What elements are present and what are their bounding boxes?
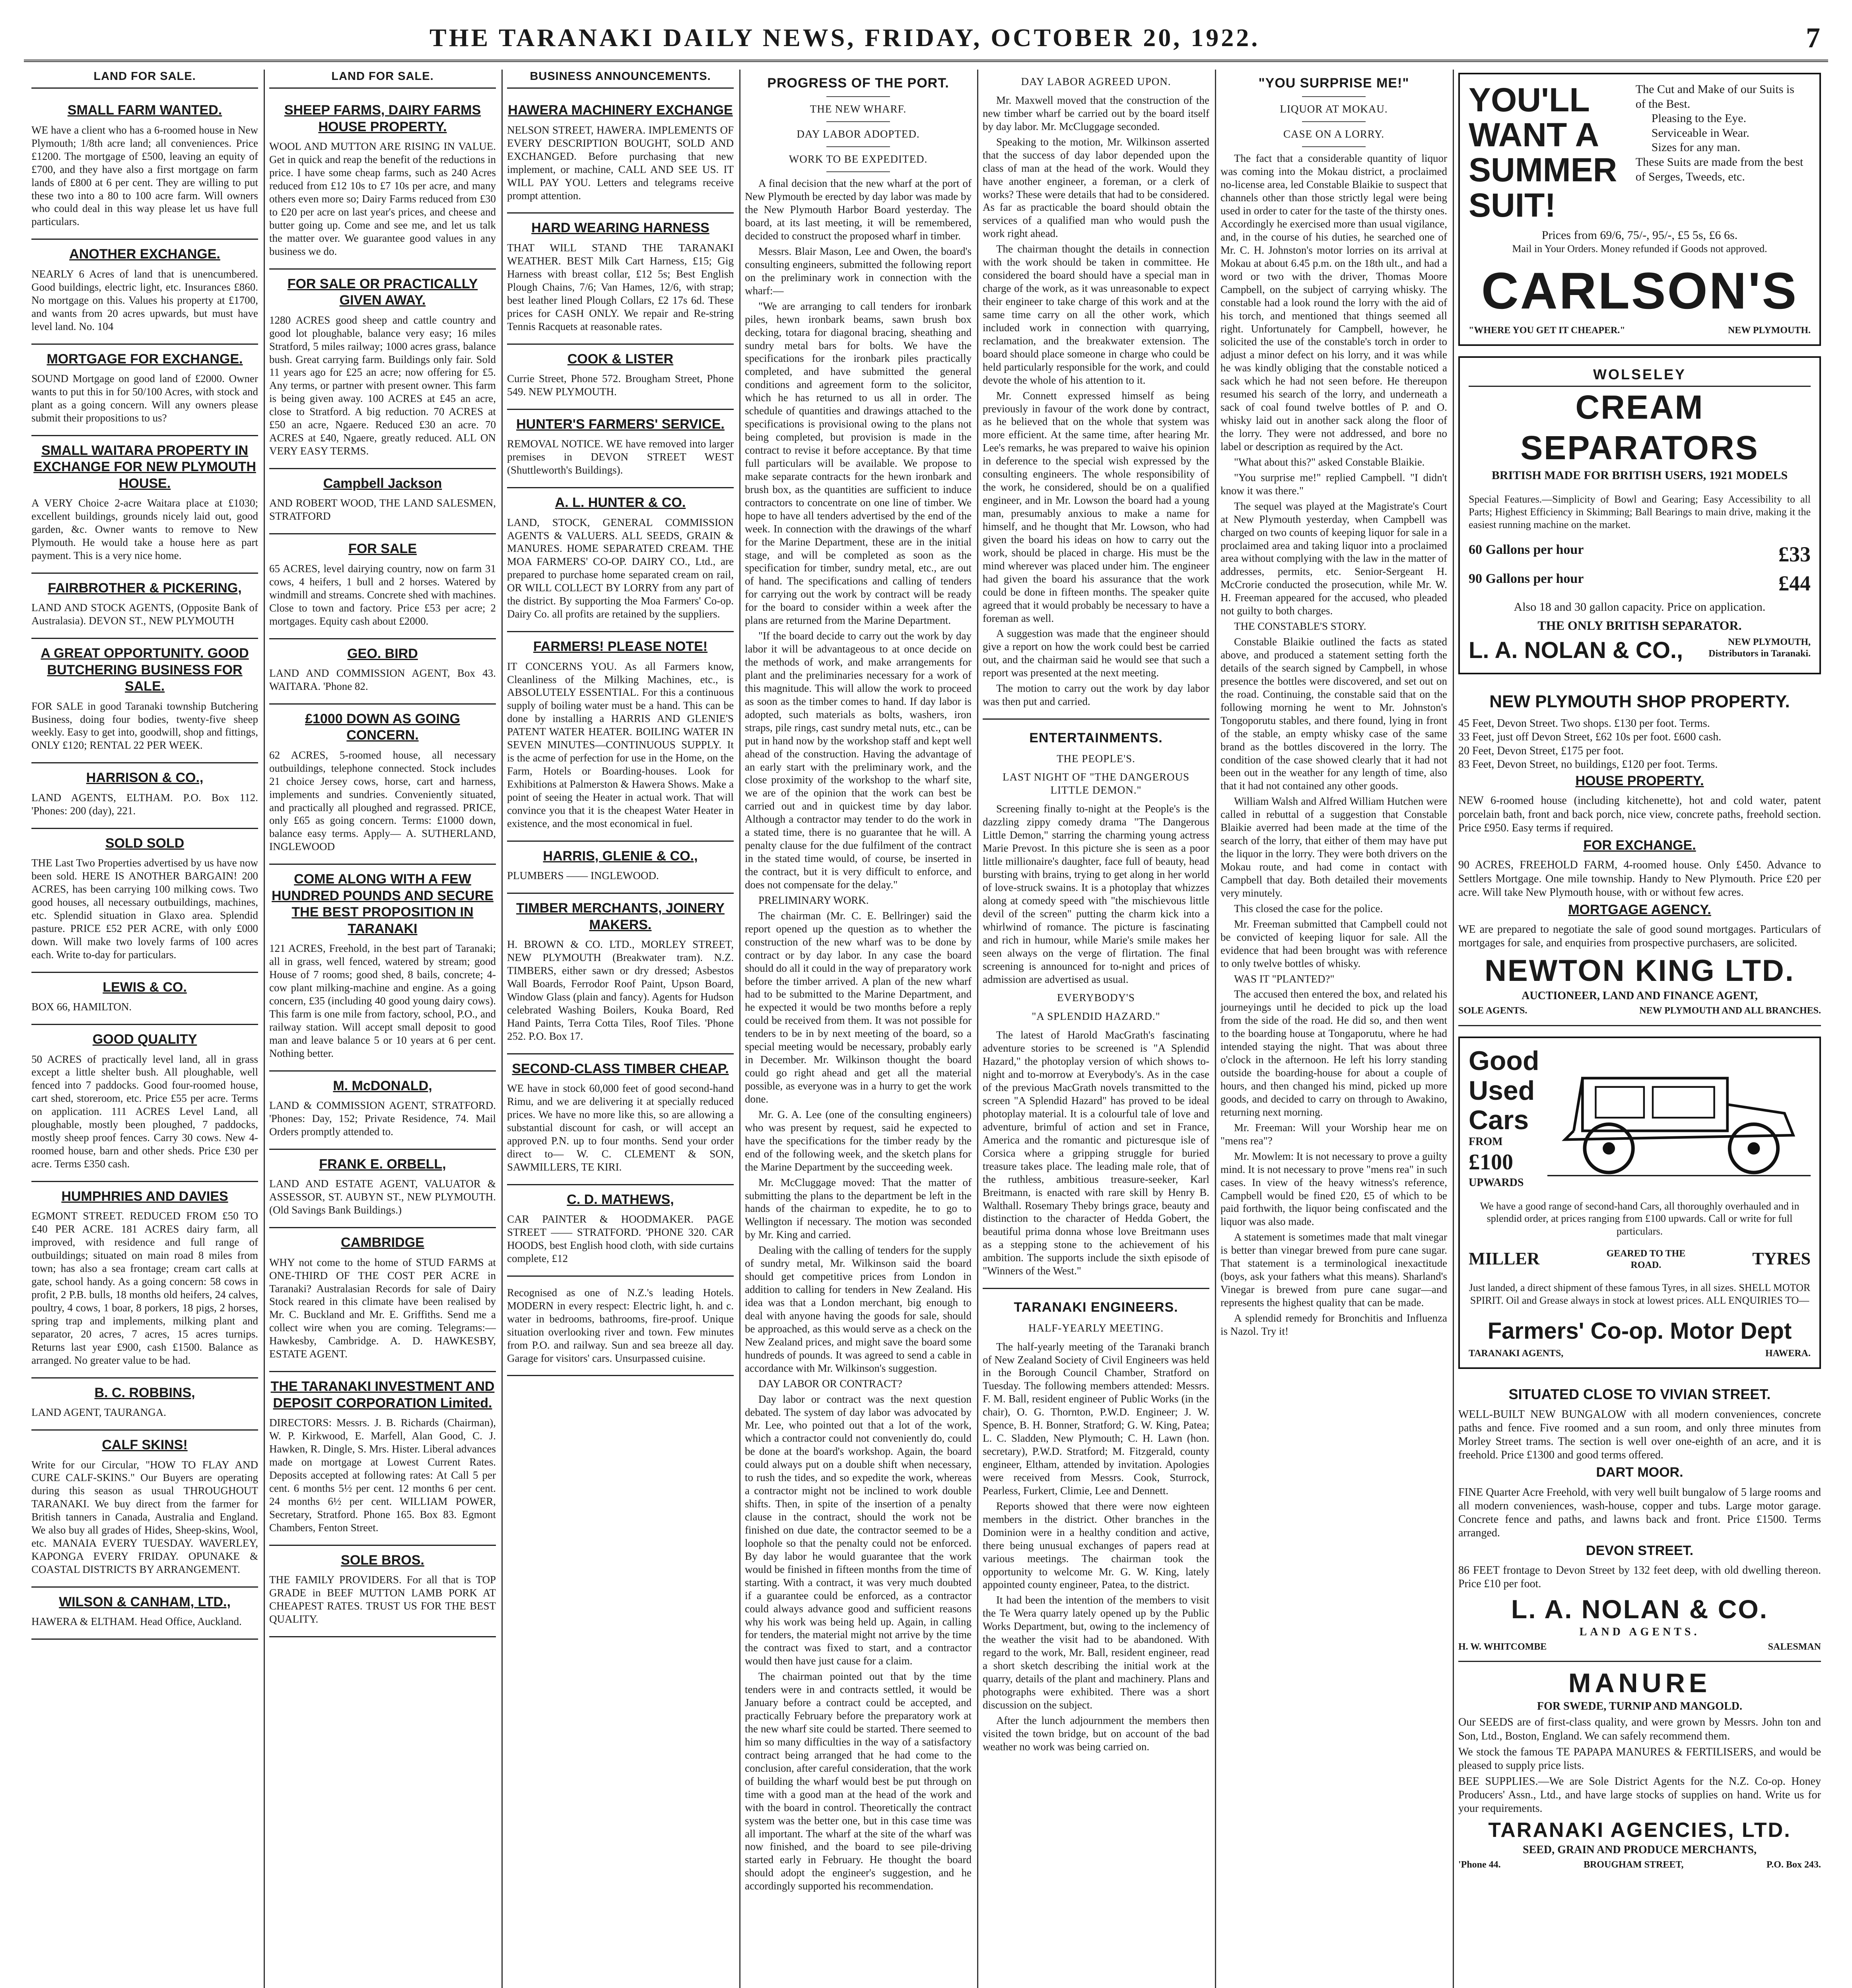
ad-brand: CARLSON'S — [1481, 262, 1798, 320]
classified-ads — [31, 96, 258, 1640]
article-paragraph: Speaking to the motion, Mr. Wilkinson asserted that the success of day labor depended upon the class of man at the head of the work. Would they have another engineer, a foreman, or a clerk of works? These were details that had to be considered. As far as practicable the board should obtain the services of a qualified man who would push the work right ahead. — [983, 136, 1209, 240]
ad-body: 121 ACRES, Freehold, in the best part of Taranaki; all in grass, well fenced, watered by stream; good House of 7 rooms; good shed, 8 bails, concrete; 4-cow plant milking-machine and engine. As a going concern, £35 (including 40 good young dairy cows). This farm is one mile from factory, school, P.O., and railway station. Will accept small deposit to good man and leave balance 5 or 10 years at 6 per cent. Nothing better. — [269, 942, 496, 1059]
classified-ad — [507, 1054, 734, 1185]
article-paragraph: The fact that a considerable quantity of liquor was coming into the Mokau district, a proclaimed no-license area, led Constable Blaikie to suspect that channels other than those strictly legal were being used in order to cater for the taste of the thirsty ones. Accordingly he exercised more than usual vigilance, and, in the course of his duties, he searched one of Mr. C. H. Johnston's motor lorries on its arrival at Mokau at about 6.45 p.m. on the 18th ult., and had a word or two with the driver, Thomas Moore Campbell, on the subject of carrying whisky. The constable had a look round the lorry with the aid of his torch, and mentioned that things seemed all right. Unfortunately for Campbell, however, he solicited the use of the constable's torch in order to adjust a minor defect on his lorry, and it was while he was kindly obliging that the constable noticed a sack which he had not seen before. He thereupon resumed his search of the lorry, and underneath a sack of coal found twelve bottles of P. and O. whisky laid out in another sack along the floor of the lorry. They were not addressed, and bore no label or description as required by the Act. — [1220, 152, 1447, 452]
article-paragraph: The sequel was played at the Magistrate's Court at New Plymouth yesterday, when Campbell was charged on two counts of keeping liquor for sale in a proclaimed area and taking liquor into a proclaimed area without complying with the law in the matter of addresses, permits, etc. Senior-Sergeant H. McCrorie conducted the prosecution, while Mr. W. H. Freeman appeared for the accused, who pleaded not guilty to both charges. — [1220, 500, 1447, 617]
ad-title: A. L. HUNTER & CO. — [555, 495, 686, 511]
ad-body: LAND AND ESTATE AGENT, VALUATOR & ASSESSOR, ST. AUBYN ST., NEW PLYMOUTH. (Old Savings Bank Buildings.) — [269, 1178, 496, 1216]
price-value: £33 — [1778, 542, 1811, 566]
ad-title: HUMPHRIES AND DAVIES — [61, 1188, 228, 1204]
classified-ad — [31, 574, 258, 639]
article-body — [745, 177, 972, 1893]
article-body — [983, 94, 1209, 708]
article-paragraph: The chairman pointed out that by the time tenders were in and contracts settled, it would be January before a contract could be accepted, and practically February before the preparatory work at the new wharf site could be started. There seemed to him so many difficulties in the way of a satisfactory contract being arranged that he had come to the conclusion, after careful consideration, that the work of building the wharf would best be put through on time with a good man at the head of the work and with the board in control. Theoretically the contract system was the better one, but in this case time was all important. The wharf at the site of the wharf was now finished, and the board to see pile-driving started early in February. He thought the board should adopt the engineer's suggestion, and he accordingly supported his recommendation. — [745, 1670, 972, 1892]
ad-firm: TARANAKI AGENCIES, LTD. — [1488, 1819, 1791, 1842]
ad-title: COME ALONG WITH A FEW HUNDRED POUNDS AND SECURE THE BEST PROPOSITION IN TARANAKI — [272, 872, 494, 936]
classified-ad — [31, 1588, 258, 1640]
article-paragraph: Mr. Freeman: Will your Worship hear me on "mens rea"? — [1220, 1121, 1447, 1147]
ad-body: LAND AND STOCK AGENTS, (Opposite Bank of Australasia). DEVON ST., NEW PLYMOUTH — [31, 602, 258, 627]
divider — [826, 171, 890, 172]
ad-firm-sub: SEED, GRAIN AND PRODUCE MERCHANTS, — [1522, 1843, 1757, 1856]
article-paragraph: A final decision that the new wharf at the port of New Plymouth be erected by day labor was made by the New Plymouth Harbor Board yesterday. The board, at its last meeting, it will be remembered, decided to construct the proposed wharf in timber. — [745, 177, 972, 242]
ad-headline: MANURE — [1568, 1668, 1711, 1699]
article-headline: "YOU SURPRISE ME!" — [1258, 76, 1409, 91]
column-land-for-sale-1 — [26, 70, 264, 1988]
ad-body: DIRECTORS: Messrs. J. B. Richards (Chairman), W. P. Kirkwood, E. Marfell, Alan Good, C. J. Hawken, R. Dingle, S. Mrs. Hister. Liberal advances made on mortgage at Lowest Current Rates. Deposits accepted at following rates: At Call 5 per cent. 6 months 5½ per cent. 12 months 6 per cent. 24 months 6½ per cent. WILLIAM POWER, Secretary, Stratford. Phone 165. Box 83. Egmont Chambers, Fenton Street. — [269, 1417, 496, 1534]
ad-foot-right: SALESMAN — [1768, 1641, 1821, 1652]
entertainment-sub: "A SPLENDID HAZARD." — [1032, 1010, 1160, 1023]
ad-firm: NEWTON KING LTD. — [1485, 953, 1795, 988]
ad-firm-sub: AUCTIONEER, LAND AND FINANCE AGENT, — [1522, 990, 1758, 1002]
ad-subhead: FOR EXCHANGE. — [1583, 837, 1696, 853]
ad-foot-left: SOLE AGENTS. — [1458, 1006, 1527, 1016]
classified-ads — [507, 96, 734, 1376]
article-subhead: CASE ON A LORRY. — [1283, 128, 1385, 140]
ad-body: NELSON STREET, HAWERA. IMPLEMENTS OF EVERY DESCRIPTION BOUGHT, SOLD AND EXCHANGED. Before purchasing that new implement, or machine, CALL AND SEE US. IT WILL PAY YOU. Letters and telegrams receive prompt attention. — [507, 124, 734, 202]
ad-line: 33 Feet, just off Devon Street, £62 10s per foot. £600 cash. — [1458, 731, 1722, 744]
ad-body: LAND AGENTS, ELTHAM. P.O. Box 112. 'Phones: 200 (day), 221. — [31, 791, 258, 817]
ad-line: 20 Feet, Devon Street, £175 per foot. — [1458, 744, 1624, 757]
classified-ad — [507, 345, 734, 410]
article-body — [1220, 152, 1447, 1338]
entertainment-title: EVERYBODY'S — [1057, 992, 1135, 1004]
ad-body: LAND, STOCK, GENERAL COMMISSION AGENTS & VALUERS. ALL SEEDS, GRAIN & MANURES. HOME SEPARATED CREAM. THE MOA FARMERS' CO-OP. DAIRY CO., Ltd., are prepared to purchase home separated cream on rail, OR WILL COLLECT BY LORRY from any part of the district. By supporting the Moa Farmers' Co-op. Dairy Co. all profits are retained by the suppliers. — [507, 516, 734, 620]
article-paragraph: Mr. Maxwell moved that the construction of the new timber wharf be carried out by the board itself by day labor. Mr. McCluggage seconded. — [983, 94, 1209, 132]
entertainments-headline: ENTERTAINMENTS. — [1029, 730, 1163, 746]
ad-price: £100 — [1469, 1150, 1513, 1175]
ad-line: The Cut and Make of our Suits is of the Best. — [1635, 83, 1794, 111]
article-paragraph: Reports showed that there were now eighteen members in the district. Other branches in the Dominion were in a healthy condition and active, there being unusual exchanges of papers read at various meetings. The chairman took the opportunity to welcome Mr. G. W. King, lately appointed county engineer, Patea, to the district. — [983, 1500, 1209, 1591]
article-paragraph: A statement is sometimes made that malt vinegar is better than vinegar brewed from pure cane sugar. That statement is a terminological inexactitude (boys, ask your fathers what this means). Sharland's Vinegar is brewed from pure cane sugar—and represents the highest quality that can be made. — [1220, 1231, 1447, 1309]
ad-body: EGMONT STREET. REDUCED FROM £50 TO £40 PER ACRE. 181 ACRES dairy farm, all improved, with residence and full range of outbuildings; situated on main road 8 miles from town; has also a sea frontage; cream cart calls at gate, school handy. As a going concern: 58 cows in profit, 2 P.B. bulls, 18 months old heifers, 24 calves, poultry, 4 cows, 1 boar, 8 porkers, 18 pigs, 2 horses, spring trap and implements, milking plant and separator, 20 acres, 7 acres, 15 acres turnips. Returns last year £900, cash £1500. Balance as arranged. No greater value to be had. — [31, 1210, 258, 1366]
ad-title: GEO. BIRD — [347, 646, 418, 661]
price-label: 90 Gallons per hour — [1469, 571, 1584, 586]
cars-heading-block — [1469, 1046, 1539, 1190]
engineers-subhead: HALF-YEARLY MEETING. — [1028, 1322, 1164, 1334]
article-subhead: WORK TO BE EXPEDITED. — [789, 153, 928, 165]
ad-body: A VERY Choice 2-acre Waitara place at £1030; excellent buildings, grounds nicely laid out, good garden, &c. Owner wants to remove to New Plymouth. He would take a house here as part payment. This is a very nice home. — [31, 497, 258, 561]
article-paragraph: WAS IT "PLANTED?" — [1234, 973, 1335, 985]
classified-ad — [269, 1546, 496, 1637]
ad-body: Our SEEDS are of first-class quality, and were grown by Messrs. John ton and Son, Ltd., Boston, England. We can safely recommend them. — [1458, 1716, 1821, 1742]
ad-title: TIMBER MERCHANTS, JOINERY MAKERS. — [516, 901, 725, 932]
entertainments-body — [983, 752, 1209, 1278]
classified-ad — [269, 705, 496, 865]
ad-foot-left: 'Phone 44. — [1458, 1860, 1501, 1870]
classified-ad — [507, 1185, 734, 1277]
article-subhead: DAY LABOR ADOPTED. — [797, 128, 920, 140]
ad-firm: L. A. NOLAN & CO. — [1511, 1594, 1768, 1624]
classified-ad — [269, 96, 496, 269]
ad-body: NEW 6-roomed house (including kitchenette), hot and cold water, patent porcelain bath, front and back porch, nice view, concrete paths, freehold section. Price £950. Easy terms if required. — [1458, 794, 1821, 834]
ad-title: C. D. MATHEWS, — [567, 1192, 674, 1207]
ad-town: NEW PLYMOUTH, Distributors in Taranaki. — [1708, 637, 1811, 659]
ad-title: WILSON & CANHAM, LTD., — [59, 1594, 231, 1609]
classified-ad — [31, 973, 258, 1025]
ad-headline: CREAM SEPARATORS — [1520, 388, 1759, 467]
ad-body: We stock the famous TE PAPAPA MANURES & FERTILISERS, and would be pleased to supply price lists. — [1458, 1745, 1821, 1772]
column-land-for-sale-2 — [264, 70, 501, 1988]
ad-title: FRANK E. ORBELL, — [319, 1156, 446, 1172]
ad-body: BEE SUPPLIES.—We are Sole District Agents for the N.Z. Co-op. Honey Producers' Assn., Ltd., and have large stocks of supplies on hand. Write us for your requirements. — [1458, 1775, 1821, 1815]
ad-body: LAND AGENT, TAURANGA. — [31, 1406, 166, 1419]
article-subhead: LIQUOR AT MOKAU. — [1280, 103, 1388, 115]
ad-foot-mid: BROUGHAM STREET, — [1583, 1860, 1684, 1870]
ad-title: MORTGAGE FOR EXCHANGE. — [47, 351, 243, 367]
ad-title: £1000 DOWN AS GOING CONCERN. — [305, 711, 460, 743]
page-number: 7 — [1806, 22, 1820, 54]
article-paragraph: DAY LABOR OR CONTRACT? — [758, 1377, 902, 1390]
ad-maker: WOLSELEY — [1469, 366, 1811, 387]
article-progress-of-the-port — [739, 70, 977, 1988]
classified-ad — [269, 1072, 496, 1150]
classified-ads — [269, 96, 496, 1637]
ad-body: LAND & COMMISSION AGENT, STRATFORD. 'Phones: Day, 152; Private Residence, 74. Mail Orders promptly attended to. — [269, 1099, 496, 1138]
article-paragraph: PRELIMINARY WORK. — [758, 894, 869, 906]
ad-footer — [1469, 325, 1811, 336]
ad-footer — [1469, 637, 1811, 665]
ad-foot-right: P.O. Box 243. — [1766, 1860, 1821, 1870]
ad-firm: Farmers' Co-op. Motor Dept — [1487, 1318, 1792, 1344]
divider — [826, 146, 890, 147]
ad-title: SMALL WAITARA PROPERTY IN EXCHANGE FOR NEW PLYMOUTH HOUSE. — [33, 443, 256, 491]
classified-ad — [507, 632, 734, 842]
article-paragraph: Mr. Freeman submitted that Campbell could not be convicted of keeping liquor for sale. All the evidence that had been brought was with reference to only twelve bottles of whisky. — [1220, 918, 1447, 969]
ad-title: A GREAT OPPORTUNITY. GOOD BUTCHERING BUSINESS FOR SALE. — [41, 646, 249, 694]
column-heading: BUSINESS ANNOUNCEMENTS. — [507, 70, 734, 89]
classified-ad — [269, 639, 496, 705]
article-paragraph: Mr. G. A. Lee (one of the consulting engineers) who was present by request, said he expected to have the specifications for the timber ready by the end of the following week, and the sketch plans for the Marine Department by the succeeding week. — [745, 1108, 972, 1173]
ad-wolseley-separators — [1458, 356, 1821, 674]
ad-body: LAND AND COMMISSION AGENT, Box 43. WAITARA. 'Phone 82. — [269, 667, 496, 692]
classified-ad — [507, 410, 734, 488]
ad-footer — [1458, 1005, 1821, 1017]
masthead — [24, 16, 1828, 62]
classified-ad — [269, 1228, 496, 1372]
article-paragraph: The chairman (Mr. C. E. Bellringer) said the report opened up the question as to whether the construction of the new wharf was to be done by contract or by day labor. In any case the board should do all it could in the way of preparatory work before the timber arrived. A plan of the new wharf had to be submitted to the Marine Department, and he expected it would be two months before a reply could be received from them. It was not possible for tenders to be in by next meeting of the board, so a special meeting would be necessary, probably early in December. Mr. Wilkinson thought the board could go right ahead and get all the material possible, as everyone was in a hurry to get the work done. — [745, 909, 972, 1105]
classified-ad — [31, 1431, 258, 1588]
classified-ad — [507, 842, 734, 894]
ad-foot-left: TARANAKI AGENTS, — [1469, 1348, 1564, 1359]
ad-note: Mail in Your Orders. Money refunded if Goods not approved. — [1512, 243, 1767, 255]
ad-body: WELL-BUILT NEW BUNGALOW with all modern conveniences, concrete paths and fence. Five roomed and a sun room, and only three minutes from Morley Street trams. The section is well over one-eighth of an acre, and it is freehold. Price £1300 and good terms offered. — [1458, 1408, 1821, 1462]
ad-body: NEARLY 6 Acres of land that is unencumbered. Good buildings, electric light, etc. Insurances £860. No mortgage on this. Values his property at £1700, and wants from 20 acres upwards, but must have level land. No. 104 — [31, 268, 258, 332]
article-continued — [977, 70, 1215, 1988]
article-paragraph: Constable Blaikie outlined the facts as stated above, and produced a statement setting forth the details of the search signed by Campbell, in whose presence the bottles were discovered, and set out on the road. Continuing, the constable said that on the following morning he went to Mr. Johnston's Tongoporutu stables, and there found, lying in front of the stable, an empty whisky case of the same brand as the bottles discovered in the lorry. The condition of the case showed clearly that it had not been out in the weather for any length of time, also that it had not contained any other goods. — [1220, 636, 1447, 792]
article-paragraph: Day labor or contract was the next question debated. The system of day labor was advocated by Mr. Lee, who pointed out that a lot of the work, which a contractor could not conveniently do, could be done at the board's workshop. Again, the board could always put on a double shift when necessary, to rush the tides, and so expedite the work, whereas a contractor might not be inclined to work double shifts. Then, in spite of the insertion of a penalty clause in the contract, should the work not be finished on due date, the contractor seemed to be a loophole so that the penalty could not be enforced. By day labor he would guarantee that the work would be finished in fifteen months from the time of starting. With a contract, it was very much doubted if a guarantee could be enforced, as a contractor could always advance good and sufficient reasons why his work was being held up. Again, in calling for tenders, the material might not arrive by the time the contract was fixed to start, and a contractor would then have just cause for a claim. — [745, 1393, 972, 1667]
article-headline: PROGRESS OF THE PORT. — [767, 76, 949, 91]
article-paragraph: It had been the intention of the members to visit the Te Wera quarry lately opened up by the Public Works Department, but, owing to the inclemency of the weather the visit had to be abandoned. With regard to the work, Mr. Ball, resident engineer, read a short sketch describing the initial work at the quarry, details of the plant and machinery. Plans and photographs were exhibited. There was a short discussion on the subject. — [983, 1594, 1209, 1711]
ad-title: HUNTER'S FARMERS' SERVICE. — [516, 416, 725, 432]
ad-title: COOK & LISTER — [567, 351, 674, 367]
ad-title: SMALL FARM WANTED. — [67, 103, 222, 118]
ad-title: CALF SKINS! — [102, 1437, 188, 1453]
article-paragraph: "If the board decide to carry out the work by day labor it will be advantageous to at once decide on the methods of work, and make arrangements for plant and the preliminaries necessary for a work of this magnitude. This will allow the work to proceed as soon as the timber comes to hand. If day labor is adopted, such materials as bolts, washers, iron straps, pile rings, cast sundry metal nuts, etc., can be put in hand now by the workshop staff and kept well ahead of the construction. Having the advantage of an early start with the preliminary work, and the close proximity of the workshop to the wharf site, we are of the opinion that the work can best be carried out and in quickest time by day labor. Although a contractor may tender to do the work in a stated time, there is no guarantee that he will. A penalty clause for the due fulfilment of the contract in the stated time would, of course, be inserted in the contract, but it is very difficult to enforce, and does not compensate for the delay." — [745, 630, 972, 891]
classified-ad — [269, 469, 496, 534]
article-paragraph: Mr. McCluggage moved: That the matter of submitting the plans to the department be left in the hands of the chairman to expedite, he to go to Wellington if necessary. The motion was seconded by Mr. King and carried. — [745, 1176, 972, 1241]
ad-line: Pleasing to the Eye. — [1651, 112, 1747, 125]
classified-ad — [31, 1182, 258, 1378]
ad-headline: NEW PLYMOUTH SHOP PROPERTY. — [1489, 691, 1790, 711]
ad-foot-left: H. W. WHITCOMBE — [1458, 1641, 1547, 1652]
column-display-ads — [1453, 70, 1827, 1988]
divider — [826, 96, 890, 97]
ad-body: H. BROWN & CO. LTD., MORLEY STREET, NEW PLYMOUTH (Breakwater tram). N.Z. TIMBERS, either sawn or dry dressed; Asbestos Wall Boards, Ferrodor Roof Paint, Upson Board, Window Glass (plain and fancy). Agents for Hudson celebrated Washing Boilers, Kouka Board, Red Hand Paints, Terra Cotta Tiles, Roof Tiles. 'Phone 252. P.O. Box 17. — [507, 938, 734, 1042]
ad-title: SECOND-CLASS TIMBER CHEAP. — [512, 1061, 729, 1076]
classified-ad — [269, 1372, 496, 1545]
ad-body: HAWERA & ELTHAM. Head Office, Auckland. — [31, 1615, 242, 1628]
ad-body: Recognised as one of N.Z.'s leading Hotels. MODERN in every respect: Electric light, h. and c. water in bedrooms, bathrooms, fire-proof. Unique situation overlooking river and town. Few minutes from P.O. and railway. Sun and sea breeze all day. Garage for visitors' cars. Unsurpassed cuisine. — [507, 1286, 734, 1364]
ad-note: THE ONLY BRITISH SEPARATOR. — [1537, 618, 1742, 633]
ad-title: SHEEP FARMS, DAIRY FARMS HOUSE PROPERTY. — [284, 103, 481, 134]
masthead-title: THE TARANAKI DAILY NEWS, FRIDAY, OCTOBER 20, 1922. — [429, 23, 1260, 52]
article-paragraph: "You surprise me!" replied Campbell. "I didn't know it was there." — [1220, 471, 1447, 497]
classified-ad — [31, 639, 258, 763]
ad-body: WE have in stock 60,000 feet of good second-hand Rimu, and we are delivering it at specially reduced prices. We have no more like this, so are allowing a substantial discount for cash, or will accept an approved P.N. up to four months. Send your order direct to— W. C. CLEMENT & SON, SAWMILLERS, TE KIRI. — [507, 1082, 734, 1173]
ad-note: FROM — [1469, 1136, 1503, 1148]
ad-foot-right: NEW PLYMOUTH AND ALL BRANCHES. — [1639, 1006, 1821, 1016]
divider — [983, 718, 1209, 720]
vintage-car-illustration — [1547, 1050, 1811, 1185]
column-heading: LAND FOR SALE. — [31, 70, 258, 89]
cars-top — [1469, 1046, 1811, 1190]
ad-subhead: BRITISH MADE FOR BRITISH USERS, 1921 MODELS — [1491, 468, 1788, 482]
ad-body: 90 ACRES, FREEHOLD FARM, 4-roomed house. Only £450. Advance to Settlers Mortgage. One mile township. Handy to New Plymouth. Price £20 per acre. Will take New Plymouth house, with or without few acres. — [1458, 859, 1821, 899]
ad-title: LEWIS & CO. — [103, 979, 187, 995]
ad-body: 86 FEET frontage to Devon Street by 132 feet deep, with old dwelling thereon. Price £10 per foot. — [1458, 1564, 1821, 1590]
ad-tagline: "WHERE YOU GET IT CHEAPER." — [1469, 325, 1625, 336]
ad-agent: L. A. NOLAN & CO., — [1469, 637, 1683, 663]
ad-title: M. McDONALD, — [333, 1078, 432, 1093]
article-paragraph: "What about this?" asked Constable Blaikie. — [1234, 456, 1425, 468]
ad-line: These Suits are made from the best of Serges, Tweeds, etc. — [1635, 155, 1803, 183]
ad-title: FOR SALE OR PRACTICALLY GIVEN AWAY. — [287, 276, 478, 308]
ad-line: 45 Feet, Devon Street. Two shops. £130 per foot. Terms. — [1458, 717, 1710, 730]
column-business-announcements — [501, 70, 739, 1988]
ad-title: SOLE BROS. — [341, 1552, 424, 1568]
classified-ad — [31, 345, 258, 436]
ad-body: Write for our Circular, "HOW TO FLAY AND CURE CALF-SKINS." Our Buyers are operating during this season as usual THROUGHOUT TARANAKI. We buy direct from the farmer for British tanners in Canada, Australia and England. We also buy all grades of Hides, Sheep-skins, Wool, etc. MANAIA EVERY TUESDAY. WAVERLEY, KAPONGA EVERY FRIDAY. OPUNAKE & COASTAL DISTRICTS BY ARRANGEMENT. — [31, 1458, 258, 1576]
ad-body: We have a good range of second-hand Cars, all thoroughly overhauled and in splendid order, at prices ranging from £100 upwards. Call or write for full particulars. — [1480, 1200, 1800, 1237]
price-line — [1469, 542, 1811, 568]
ad-body: 65 ACRES, level dairying country, now on farm 31 cows, 4 heifers, 1 bull and 2 horses. Watered by windmill and streams. Concrete shed with machines. Close to town and factory. Price £53 per acre; 2 mortgages. Equity cash about £2000. — [269, 562, 496, 627]
ad-headline: SITUATED CLOSE TO VIVIAN STREET. — [1508, 1386, 1771, 1402]
ad-title: GOOD QUALITY — [92, 1032, 197, 1047]
ad-body: AND ROBERT WOOD, THE LAND SALESMEN, STRATFORD — [269, 497, 496, 522]
ad-body: SOUND Mortgage on good land of £2000. Owner wants to put this in for 50/100 Acres, with stock and plant as a going concern. Will any owners please submit their propositions to us? — [31, 372, 258, 424]
ad-body: FOR SALE in good Taranaki township Butchering Business, doing four bodies, twenty-five sheep weekly. Easy to get into, goodwill, shop and fittings, ONLY £120; RENTAL 22 PER WEEK. — [31, 700, 258, 751]
article-paragraph: The chairman thought the details in connection with the work should be taken in committee. He considered the board should have a special man in charge of the work, as it was unreasonable to expect their engineer to take charge of this work and at the same time carry on all the other work, which included work in connection with quarrying, reclamation, and the breakwater extension. The board should place someone in charge who could be held particularly responsible for the work, and could devote the whole of his attention to it. — [983, 243, 1209, 386]
ad-body: PLUMBERS —— INGLEWOOD. — [507, 870, 659, 882]
ad-title: HAWERA MACHINERY EXCHANGE — [508, 103, 733, 118]
column-heading: LAND FOR SALE. — [269, 70, 496, 89]
ad-feature-list — [1636, 82, 1807, 184]
ad-body: IT CONCERNS YOU. As all Farmers know, Cleanliness of the Milking Machines, etc., is ABSOLUTELY ESSENTIAL. For this a continuous supply of boiling water must be a hand. This can be done by installing a HARRIS AND GLENIE'S PATENT WATER HEATER. BOILING WATER IN SEVEN MINUTES—CONTINUOUS SUPPLY. It is the acme of perfection for use in the Home, on the Farm, Hotels or Boarding-houses. Look for Exhibitions at Palmerston & Hawera Shows. Make a point of seeing the Heater in actual work. That will convince you that it is the cheapest Water Heater in existence, and the most economical in fuel. — [507, 660, 734, 829]
ad-manure — [1458, 1662, 1821, 1879]
ad-body: THAT WILL STAND THE TARANAKI WEATHER. BEST Milk Cart Harness, £15; Gig Harness with breast collar, £12 5s; Best English Plough Chains, 7/6; Van Hames, 12/6, with strap; best leather lined Plough Collars, £2 17s 6d. These prices for CASH ONLY. We repair and Re-string Tennis Racquets at reasonable rates. — [507, 241, 734, 332]
ad-vivian-street — [1458, 1379, 1821, 1662]
classified-ad — [507, 488, 734, 632]
ad-body: FINE Quarter Acre Freehold, with very well built bungalow of 5 large rooms and all modern conveniences, wash-house, copper and tubs. Large motor garage. Concrete fence and paths, and lawns back and front. Price £1500. Terms arranged. — [1458, 1486, 1821, 1540]
ad-foot-right: HAWERA. — [1765, 1348, 1811, 1359]
ad-body: THE FAMILY PROVIDERS. For all that is TOP GRADE in BEEF MUTTON LAMB PORK AT CHEAPEST RATES. TRUST US FOR THE BEST QUALITY. — [269, 1573, 496, 1625]
classified-ad — [31, 96, 258, 240]
article-paragraph: After the lunch adjournment the members then visited the town bridge, but on account of the bad weather no work was being carried on. — [983, 1714, 1209, 1753]
classified-ad — [31, 1025, 258, 1182]
article-paragraph: This closed the case for the police. — [1234, 902, 1383, 914]
ad-title: Campbell Jackson — [323, 476, 442, 491]
divider — [1302, 146, 1366, 147]
ad-note: UPWARDS — [1469, 1176, 1524, 1189]
ad-title: FARMERS! PLEASE NOTE! — [533, 639, 708, 654]
ad-body: WE have a client who has a 6-roomed house in New Plymouth; 1/8th acre land; all conveniences. Price £1200. The mortgage of £500, leaving an equity of £700, and they have also a first mortgage on farm lands of £800 at 6 per cent. They are willing to put these two into a 80 to 100 acre farm. Will owners who could deal in this way please let us have full particulars. — [31, 124, 258, 228]
divider — [826, 121, 890, 122]
entertainment-title: THE PEOPLE'S. — [1057, 752, 1135, 765]
article-paragraph: A suggestion was made that the engineer should give a report on how the work could best be carried out, and the chairman said he would see that such a report was presented at the next meeting. — [983, 627, 1209, 679]
engineers-body — [983, 1340, 1209, 1753]
ad-carlsons-summer-suit — [1458, 73, 1821, 346]
ad-title: FAIRBROTHER & PICKERING, — [48, 580, 242, 596]
classified-ad — [269, 1150, 496, 1228]
ad-used-cars — [1458, 1037, 1821, 1369]
article-paragraph: Dealing with the calling of tenders for the supply of sundry metal, Mr. Wilkinson said the board should get competitive prices from London in addition to calling for tenders in New Zealand. His idea was that a London merchant, big enough to deal with anyone having the goods for sale, should be approached, as this would serve as a check on the New Zealand prices, and might save the board some hundreds of pounds. It was agreed to send a cable in accordance with Mr. Wilkinson's suggestion. — [745, 1244, 972, 1374]
ad-title: HARRIS, GLENIE & CO., — [543, 848, 698, 864]
article-subhead: DAY LABOR AGREED UPON. — [1021, 76, 1171, 87]
divider — [1302, 121, 1366, 122]
classified-ad — [31, 240, 258, 344]
ad-title: SOLD SOLD — [105, 835, 185, 851]
tyre-brand: MILLER — [1469, 1248, 1540, 1268]
ad-title: B. C. ROBBINS, — [94, 1385, 195, 1400]
article-paragraph: "We are arranging to call tenders for ironbark piles, hewn ironbark beams, sawn brush box decking, totara for diagonal bracing, sheathing and sundry metal bars for bolts. We have the specifications for the ironbark piles practically completed, and have submitted the general conditions and agreement form to the solicitor, which he has returned to us all in order. The schedule of quantities and drawings attached to the specifications is provisional owing to the plans not being completed, but provision is made in the contract to revise it before acceptance. By that time full particulars will be available. We propose to make separate contracts for the hewn ironbark and brush box, as the quantities are sufficient to induce contractors to concentrate on one line of timber. We hope to have all tenders advertised by the end of the week. In connection with the drawings of the wharf for the Marine Department, these are in the initial stage, and will be completed as soon as the specification for timber, sundry metal, etc., are out of hand. The specifications and calling of tenders for carrying out the work by contract will be ready for the board to consider within a week after the plans are returned from the Marine Department. — [745, 300, 972, 627]
divider — [983, 1288, 1209, 1289]
price-value: £44 — [1778, 571, 1811, 596]
article-paragraph: Messrs. Blair Mason, Lee and Owen, the board's consulting engineers, submitted the following report on the preliminary work in connection with the wharf:— — [745, 245, 972, 297]
ad-subhead: MORTGAGE AGENCY. — [1568, 902, 1711, 917]
ad-firm-sub: LAND AGENTS. — [1579, 1625, 1700, 1638]
ad-body: Just landed, a direct shipment of these famous Tyres, in all sizes. SHELL MOTOR SPIRIT. Oil and Grease always in stock at lowest prices. ALL ENQUIRIES TO— — [1469, 1282, 1811, 1307]
ad-footer — [1458, 1641, 1821, 1653]
ad-headline: Good Used Cars — [1469, 1045, 1539, 1136]
ad-title: CAMBRIDGE — [341, 1235, 424, 1250]
ad-note: Also 18 and 30 gallon capacity. Price on application. — [1514, 600, 1766, 614]
ad-body: 50 ACRES of practically level land, all in grass except a little shelter bush. All ploughable, well fenced into 7 paddocks. Good four-roomed house, cart shed, storeroom, etc. Price £55 per acre. Terms on application. 111 ACRES Level Land, all ploughable, mostly been ploughed, 7 paddocks, mostly sheep proof fences. Carry 30 cows. New 4-roomed house, barn and other sheds. Price £30 per acre. Terms £350 cash. — [31, 1053, 258, 1170]
article-paragraph: William Walsh and Alfred William Hutchen were called in rebuttal of a suggestion that Constable Blaikie averred had been made at the time of the search of the lorry, that either of them may have put the liquor in the lorry. They were both drivers on the Mokau route, and had come in contact with Campbell that day. Both detailed their movements very minutely. — [1220, 795, 1447, 899]
ad-headline: YOU'LL WANT A SUMMER SUIT! — [1469, 81, 1617, 224]
article-paragraph: THE CONSTABLE'S STORY. — [1234, 620, 1366, 633]
ad-title: HARD WEARING HARNESS — [531, 220, 709, 236]
ad-subhead: FOR SWEDE, TURNIP AND MANGOLD. — [1537, 1700, 1742, 1713]
ad-line: 83 Feet, Devon Street, no buildings, £120 per foot. Terms. — [1458, 758, 1718, 771]
tyre-word: TYRES — [1752, 1248, 1811, 1268]
price-label: 60 Gallons per hour — [1469, 542, 1584, 557]
ad-title: HARRISON & CO., — [86, 770, 204, 786]
ad-body: REMOVAL NOTICE. WE have removed into larger premises in DEVON STREET WEST (Shuttleworth's Buildings). — [507, 438, 734, 476]
entertainment-body: Screening finally to-night at the People's is the dazzling zippy comedy drama "The Dangerous Little Demon," starring the charming young actress Marie Prevost. In this picture she is seen as a poor little millionaire's daughter, face full of beauty, head bursting with brains, trying to get along in her world of love-struck swains. It is a photoplay that whizzes along at comedy speed with "the mischievous little devil of the screen" putting the charm kick into a whirlwind of romance. The picture is fascinating and rich in humour, while Marie's smile makes her seen always on the verge of flirtation. The final screening is announced for to-night and prices of admission are advertised as usual. — [983, 803, 1209, 985]
classified-ad — [269, 534, 496, 639]
classified-ad — [31, 829, 258, 973]
ad-town: NEW PLYMOUTH. — [1728, 325, 1811, 336]
article-subhead: THE NEW WHARF. — [810, 103, 907, 115]
ad-title: THE TARANAKI INVESTMENT AND DEPOSIT CORPORATION Limited. — [270, 1379, 495, 1411]
engineers-headline: TARANAKI ENGINEERS. — [1014, 1300, 1178, 1315]
ad-body: CAR PAINTER & HOODMAKER. PAGE STREET —— STRATFORD. 'PHONE 320. CAR HOODS, best English hood cloth, with side curtains complete, £12 — [507, 1213, 734, 1264]
ad-body: Special Features.—Simplicity of Bowl and Gearing; Easy Accessibility to all Parts; Highest Efficiency in Skimming; Ball Bearings to main drive, making it the easiest running machine on the market. — [1469, 493, 1811, 530]
ad-body: WOOL AND MUTTON ARE RISING IN VALUE. Get in quick and reap the benefit of the reductions in price. I have some cheap farms, such as 240 Acres reduced from £12 10s to £7 10s per acre, and many others even more so; Dairy Farms reduced from £30 to £20 per acre on last year's prices, and cheese and butter going up. Come and see me, and let us talk the matter over. We guarantee good values in any business we do. — [269, 140, 496, 257]
ad-title: FOR SALE — [348, 541, 417, 557]
divider — [1302, 96, 1366, 97]
entertainment-body: The latest of Harold MacGrath's fascinating adventure stories to be screened is "A Splendid Hazard," the photoplay version of which shows to-night and to-morrow at Everybody's. As in the case of the previous MacGrath novels transmitted to the screen "A Splendid Hazard" has proved to be ideal photoplay material. It is a colourful tale of love and adventure, brimful of action and set in France, America and the romantic and picturesque isle of Corsica where a gripping struggle for buried treasure takes place. The leading male role, that of the ruthless, ambitious treasure-seeker, Karl Breitmann, is enacted with rare skill by Henry B. Walthall. Rosemary Theby brings grace, beauty and distinction to the character of Hedda Gobert, the beautiful prima donna whose love Breitmann uses as a stepping stone to the achievement of his ambition. The supports include the sixth episode of "Winners of the West." — [983, 1029, 1209, 1277]
classified-ad — [507, 214, 734, 344]
article-paragraph: A splendid remedy for Bronchitis and Influenza is Nazol. Try it! — [1220, 1312, 1447, 1337]
price-line — [1469, 571, 1811, 597]
ad-body: BOX 66, HAMILTON. — [31, 1001, 132, 1013]
entertainment-sub: LAST NIGHT OF "THE DANGEROUS LITTLE DEMON." — [1002, 771, 1190, 796]
classified-ad — [31, 1378, 258, 1431]
ad-body: 62 ACRES, 5-roomed house, all necessary outbuildings, telephone connected. Stock includes 21 choice Jersey cows, horse, cart and harness, implements and sundries. Conveniently situated, and practically all ploughed and regrassed. PRICE, only £65 as going concern. Terms: £1000 down, balance easy terms. Apply— A. SUTHERLAND, INGLEWOOD — [269, 749, 496, 853]
ad-body: Currie Street, Phone 572. Brougham Street, Phone 549. NEW PLYMOUTH. — [507, 372, 734, 398]
ad-body: WHY not come to the home of STUD FARMS at ONE-THIRD OF THE COST PER ACRE in Taranaki? Australasian Records for sale of Dairy Stock reared in this climate have been realised by Mr. C. Buckland and Mr. E. Griffiths. Send me a collect wire when you are coming. Telegrams:— Hawkesby, Cambridge. A. D. HAWKESBY, ESTATE AGENT. — [269, 1256, 496, 1360]
article-paragraph: Mr. Mowlem: It is not necessary to prove a guilty mind. It is not necessary to prove "mens rea" in such cases. In view of the heavy witness's reference, Campbell would be fined £20, £5 of which to be paid forthwith, the liquor being confiscated and the liquor was also made. — [1220, 1150, 1447, 1228]
classified-ad — [269, 865, 496, 1071]
ad-subhead: HOUSE PROPERTY. — [1575, 773, 1704, 788]
article-you-surprise-me — [1215, 70, 1453, 1988]
classified-ad — [507, 894, 734, 1054]
ad-prices: Prices from 69/6, 75/-, 95/-, £5 5s, £6 6s. — [1541, 228, 1738, 242]
classified-ad — [507, 1277, 734, 1376]
ad-line: Sizes for any man. — [1651, 141, 1741, 154]
tyre-slogan: GEARED TO THE ROAD. — [1606, 1248, 1686, 1271]
ad-body: 1280 ACRES good sheep and cattle country and good lot ploughable, balance very easy; 16 miles Stratford, 5 miles railway; 1000 acres grass, balance bush. Great carrying farm. Buildings only fair. Sold 11 years ago for £25 an acre; now offering for £5. Any terms, or partner with present owner. This farm is being given away. 100 ACRES at £45 an acre, close to Stratford. A big reduction. 70 ACRES at £50 an acre, Ngaere. Reduced £30 an acre. 70 ACRES at £40, Ngaere, greatly reduced. ALL ON VERY EASY TERMS. — [269, 314, 496, 457]
ad-footer — [1458, 1859, 1821, 1871]
classified-ad — [507, 96, 734, 214]
classified-ad — [31, 763, 258, 829]
ad-body: THE Last Two Properties advertised by us have now been sold. HERE IS ANOTHER BARGAIN! 200 ACRES, has been carrying 100 milking cows. Two good houses, all necessary outbuildings, machines, etc. Splendid situation in Glaxo area. Splendid pasture. PRICE £52 PER ACRE, with only £000 down. Will make two lovely farms of 100 acres each. Write to-day for particulars. — [31, 857, 258, 961]
article-paragraph: The accused then entered the box, and related his journeyings until he decided to pick up the load from the side of the road. He did so, and then went to the boarding house at Tongaporutu, where he had intended staying the night. That was about three o'clock in the afternoon. He left his lorry standing outside the boarding-house for about a couple of hours, and then changed his mind, picked up more goods, and decided to carry on through to Awakino, returning next morning. — [1220, 988, 1447, 1118]
ad-line: Serviceable in Wear. — [1651, 126, 1749, 140]
classified-ad — [269, 270, 496, 469]
article-paragraph: The half-yearly meeting of the Taranaki branch of New Zealand Society of Civil Engineers was held in the Borough Council Chamber, Stratford on Tuesday. The following members attended: Messrs. F. M. Ball, resident engineer of Public Works (in the chair), O. G. Thornton, P.W.D. Engineer; J. W. Spence, B. H. Bonner, Stratford; G. W. King, Patea; L. C. Sladden, New Plymouth; C. H. Lawn (hon. secretary), P.W.D. Stratford; M. Fitzgerald, county engineer, Eltham, attended by invitation. Apologies were received from Messrs. Cook, Sturrock, Pearless, Furkert, Climie, Lee and Dennett. — [983, 1340, 1209, 1497]
classified-ad — [31, 436, 258, 574]
tyre-brand-row — [1469, 1248, 1811, 1272]
ad-footer — [1469, 1348, 1811, 1359]
ad-body: WE are prepared to negotiate the sale of good sound mortgages. Particulars of mortgages for sale, and enquiries from prospective purchasers, are solicited. — [1458, 923, 1821, 949]
ad-title: ANOTHER EXCHANGE. — [69, 247, 220, 262]
ad-shop-property — [1458, 685, 1821, 1026]
ad-subhead: DEVON STREET. — [1586, 1543, 1694, 1558]
ad-subhead: DART MOOR. — [1596, 1465, 1683, 1480]
article-paragraph: The motion to carry out the work by day labor was then put and carried. — [983, 682, 1209, 708]
article-paragraph: Mr. Connett expressed himself as being previously in favour of the work done by contract, as he believed that on the whole that system was more efficient. At the same time, after hearing Mr. Lee's remarks, he was prepared to waive his opinion in deference to the special wish expressed by the consulting engineers. The whole responsibility of the work, he considered, should be on a qualified engineer, and in Mr. Lowson the board had a young man, presumably anxious to make a name for himself, and he thought that Mr. Lowson, who had given the board his ideas on how to carry out the work, should be placed in charge. His must be the mind wherever was placed under him. The engineer had given the board his assurance that the work could be done in fifteen months. The speaker quite agreed that it would probably be necessary to have a foreman as well. — [983, 389, 1209, 624]
